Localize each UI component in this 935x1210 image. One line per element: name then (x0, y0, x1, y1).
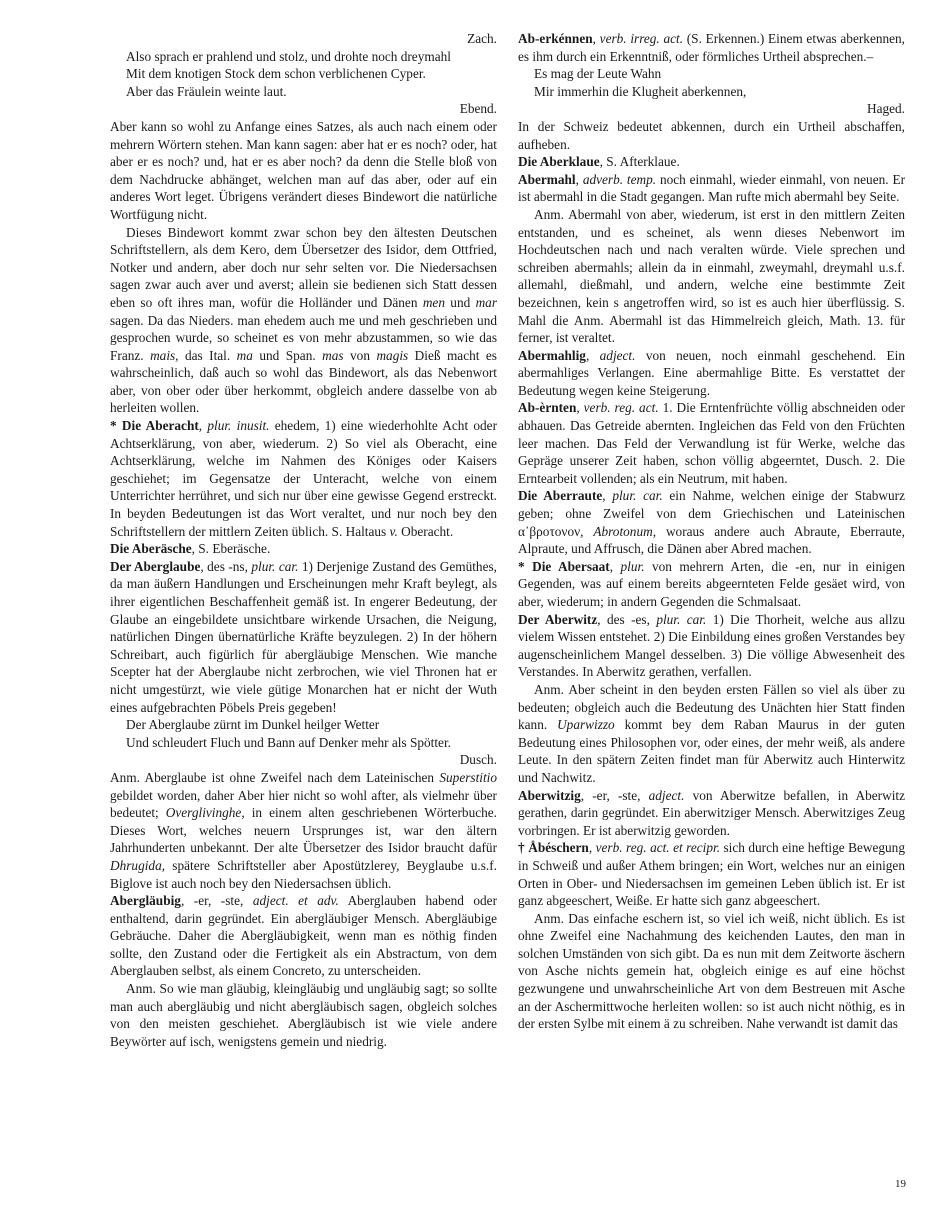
headword: Abergläubig (110, 893, 181, 909)
entry-aberacht: * Die Aberacht, plur. inusit. ehedem, 1) eine wiederhohlte Acht oder Achtserklärung, von aber, wiederum. 2) So viel als Oberacht, eine Achtserklärung, welche im Nahmen des Königes oder Kaisers geschiehet; im Gegensatze der Unteracht, welche von einem Unterrichter herrühret, und sich nur über eine gewisse Gegend erstreckt. In beyden Bedeutungen ist das Wort veraltet, und nur noch bey den Schriftstellern der mittlern Zeiten üblich. S. Haltaus v. Oberacht. (110, 418, 498, 539)
verse-line: Aber das Fräulein weinte laut. (126, 83, 287, 99)
right-column (518, 30, 905, 1033)
verse-line: Mit dem knotigen Stock dem schon verblichenen Cyper. (126, 66, 426, 82)
annotation: Anm. Abermahl von aber, wiederum, ist erst in den mittlern Zeiten entstanden, und es scheinet, als wenn dieses Nebenwort im Hochdeutschen nach und nach veralten würde. Viele sprechen und schreiben abermahls; allein da in einmahl, zweymahl, dreymahl u.s.f. allemahl, dießmahl, und andern, welche eine bestimmte Zeit bezeichnen, kein s angetroffen wird, so ist es auch hier überflüssig. S. Mahl die Anm. Abermahl ist das Himmelreich gleich, Math. 13. für ferner, ist veraltet. (518, 206, 905, 346)
citation: Haged. (866, 101, 905, 117)
headword: † Åbéschern (518, 840, 589, 856)
annotation: Anm. Das einfache eschern ist, so viel ich weiß, nicht üblich. Es ist ohne Zweifel eine Nachahmung des keichenden Lautes, den man in solchen Umständen von sich gibt. Da es nun mit dem Zeitworte äschern von Asche nichts gemein hat, obgleich einige es auf eine höchst gezwungene und unwahrscheinliche Art von dem Bestreuen mit Asche an der Aschermittwoche herleiten wollen: so ist auch nicht nöthig, es in der ersten Sylbe mit einem ä zu schreiben. Nahe verwandt ist damit das (518, 910, 905, 1032)
left-column (110, 30, 497, 1050)
citation: Zach. (467, 31, 497, 46)
entry-aberglaube: Der Aberglaube, des -ns, plur. car. 1) Derjenige Zustand des Gemüthes, da man äußern Handlungen und Erscheinungen mehr Kraft beylegt, als ihrer eigentlichen Beschaffenheit gemäß ist. In engerer Bedeutung, der Glaube an eingebildete unsichtbare wirkende Ursachen, die Neigung, natürlichen Dingen übernatürliche Kräfte beyzulegen. 2) In der höhern Schreibart, auch figürlich für abergläubige Menschen. Wie manche Scepter hat der Aberglaube nicht zerbrochen, wie viel Thronen hat er nicht umgestürzt, wie viele gütige Monarchen hat er nicht der Wuth eines aufgebrachten Pöbels Preis gegeben! (110, 558, 497, 715)
paragraph: In der Schweiz bedeutet abkennen, durch ein Urtheil abschaffen, aufheben. (518, 118, 905, 152)
entry-aberwitzig: Aberwitzig, -er, -ste, adject. von Aberwitze befallen, in Aberwitz gerathen, darin gegründet. Ein aberwitziger Mensch. Aberwitziges Zeug vorbringen. Er ist aberwitzig geworden. (518, 787, 906, 838)
headword: * Die Abersaat (518, 558, 610, 574)
verse-line: Also sprach er prahlend und stolz, und drohte noch dreymahl (126, 48, 451, 64)
entry-aberklaue: Die Aberklaue, S. Afterklaue. (518, 154, 680, 170)
verse-line: Mir immerhin die Klugheit aberkennen, (534, 83, 747, 99)
entry-aberwitz: Der Aberwitz, des -es, plur. car. 1) Die Thorheit, welche aus allzu vielem Wissen entstehet. 2) Die Einbildung eines großen Verstandes bey augenscheinlichem Mangel desselben. 3) Die völlige Abwesenheit des Verstandes. In Aberwitz gerathen, verfallen. (518, 611, 905, 680)
entry-aberglaeubig: Abergläubig, -er, -ste, adject. et adv. Aberglauben habend oder enthaltend, darin gegründet. Ein abergläubiger Mensch. Abergläubige Gebräuche. Daher die Abergläubigkeit, wenn man es nöthig finden sollte, den Zustand oder die Fertigkeit als ein Abstractum, von dem Aberglauben selbst, als einem Concreto, zu unterscheiden. (110, 893, 498, 979)
headword: Der Aberglaube (110, 558, 201, 574)
paragraph: Aber kann so wohl zu Anfange eines Satzes, als auch nach einem oder mehrern Wörtern stehen. Man kann sagen: aber hat er es noch? oder, hat aber er es noch? und, hat er es aber noch? da denn die Stelle bloß von dem Nachdrucke abhänget, welchen man auf das aber, oder auf ein anderes Wort leget. Übrigens verändert dieses Bindewort die natürliche Wortfügung nicht. (110, 118, 497, 222)
entry-aberkennen: Ab-erkénnen, verb. irreg. act. (S. Erkennen.) Einem etwas aberkennen, es ihm durch ein Erkenntniß, oder förmliches Urtheil absprechen.– (518, 31, 906, 64)
headword: Aberwitzig (518, 787, 581, 803)
entry-abeschern: † Åbéschern, verb. reg. act. et recipr. sich durch eine heftige Bewegung in Schweiß und außer Athem bringen; ein Wort, welches nur an einigen Orten in Ober- und Niedersachsen im gemeinen Leben üblich ist. Er ist ganz abgeeschert, Weiße. Er hatte sich ganz abgeeschert. (518, 840, 905, 909)
citation: Dusch. (459, 752, 497, 768)
entry-aberraute: Die Aberraute, plur. car. ein Nahme, welchen einige der Stabwurz geben; ohne Zweifel von dem Griechischen und Lateinischen α᾽βροτονον, Abrotonum, woraus andere auch Abraute, Eberraute, Alpraute, und Affrusch, die Dänen aber Abred machen. (518, 488, 906, 557)
citation: Ebend. (459, 101, 497, 117)
verse-line: Und schleudert Fluch und Bann auf Denker mehr als Spötter. (126, 734, 451, 750)
entry-abernten: Ab-èrnten, verb. reg. act. 1. Die Erntenfrüchte völlig abschneiden oder abhauen. Das Getreide abernten. Ingleichen das Feld von den Früchten leer machen. Das Feld der Verwandlung ist für Werke, welche das Gepräge unserer Zeit haben, schon völlig abgeerntet, Dusch. 2. Die Erntearbeit vollenden; als ein Neutrum, mit haben. (518, 400, 905, 486)
headword: Ab-erkénnen (518, 31, 593, 46)
headword: Der Aberwitz (518, 611, 598, 627)
headword: Abermahlig (518, 347, 586, 363)
headword: Die Aberklaue (518, 154, 600, 170)
entry-aberaesche: Die Aberäsche, S. Eberäsche. (110, 541, 271, 557)
annotation: Anm. Aber scheint in den beyden ersten Fällen so viel als über zu bedeuten; obgleich auch die Bedeutung des Unächten hier Statt finden kann. Uparwizzo kommt bey dem Raban Maurus in der guten Bedeutung eines Philosophen vor, oder eines, der mehr weiß, als andere Leute. In den spätern Zeiten findet man für Aberwitz auch Hinterwitz und Nachwitz. (518, 681, 906, 785)
annotation: Anm. Aberglaube ist ohne Zweifel nach dem Lateinischen Superstitio gebildet worden, daher Aber hier nicht so wohl after, als vielmehr über bedeutet; Overglivinghe, in einem alten geschriebenen Wörterbuche. Dieses Wort, welches neuern Ursprunges ist, war den ältern Jahrhunderten unbekannt. Der alte Übersetzer des Isidor braucht dafür Dhrugida, spätere Schriftsteller aber Apostützlerey, Beyglaube u.s.f. Biglove ist auch noch bey den Niedersachsen üblich. (110, 769, 498, 891)
verse-line: Es mag der Leute Wahn (534, 66, 662, 82)
headword: * Die Aberacht (110, 418, 199, 434)
page-number: 19 (895, 1178, 906, 1190)
annotation: Anm. So wie man gläubig, kleingläubig und ungläubig sagt; so sollte man auch abergläubig und nicht abergläubisch sagen, obgleich solches von den meisten geschiehet. Abergläubisch ist wie viele andere Beywörter auf isch, wenigstens gemein und niedrig. (110, 981, 497, 1049)
entry-abermahlig: Abermahlig, adject. von neuen, noch einmahl geschehend. Ein abermahliges Verlangen. Eine abermahlige Bitte. Es verstattet der Bedeutung wegen keine Steigerung. (518, 347, 905, 398)
headword: Abermahl (518, 171, 576, 187)
headword: Ab-èrnten (518, 400, 577, 416)
verse-line: Der Aberglaube zürnt im Dunkel heilger Wetter (126, 717, 380, 733)
entry-abermahl: Abermahl, adverb. temp. noch einmahl, wieder einmahl, von neuen. Er ist abermahl in die Stadt gegangen. Man rufte mich abermahl bey Seite. (518, 171, 905, 205)
entry-abersaat: * Die Abersaat, plur. von mehrern Arten, die -en, nur in einigen Gegenden, was auf einem bereits abgeernteten Felde gesäet wird, von aber, wiederum; in andern Gegenden die Schmalsaat. (518, 558, 905, 609)
paragraph: Dieses Bindewort kommt zwar schon bey den ältesten Deutschen Schriftstellern, als dem Kero, dem Übersetzer des Isidor, dem Ottfried, Notker und andern, aber doch nur sehr selten vor. Die Niedersachsen sagen zwar auch aver und averst; allein sie bedienen sich Statt dessen eben so oft ihres man, wofür die Holländer und Dänen men und mar sagen. Da das Nieders. man ehedem auch me und meh geschrieben und gesprochen wurde, so scheinet es von mehr abzustammen, so wie das Franz. mais, das Ital. ma und Span. mas von magis Dieß macht es wahrscheinlich, daß auch so wohl das Bindewort, als das Nebenwort aber, von ober oder über herkommt, obgleich andere dasselbe von ab herleiten wollen. (110, 224, 498, 416)
headword: Die Aberäsche (110, 541, 192, 557)
headword: Die Aberraute (518, 488, 603, 504)
